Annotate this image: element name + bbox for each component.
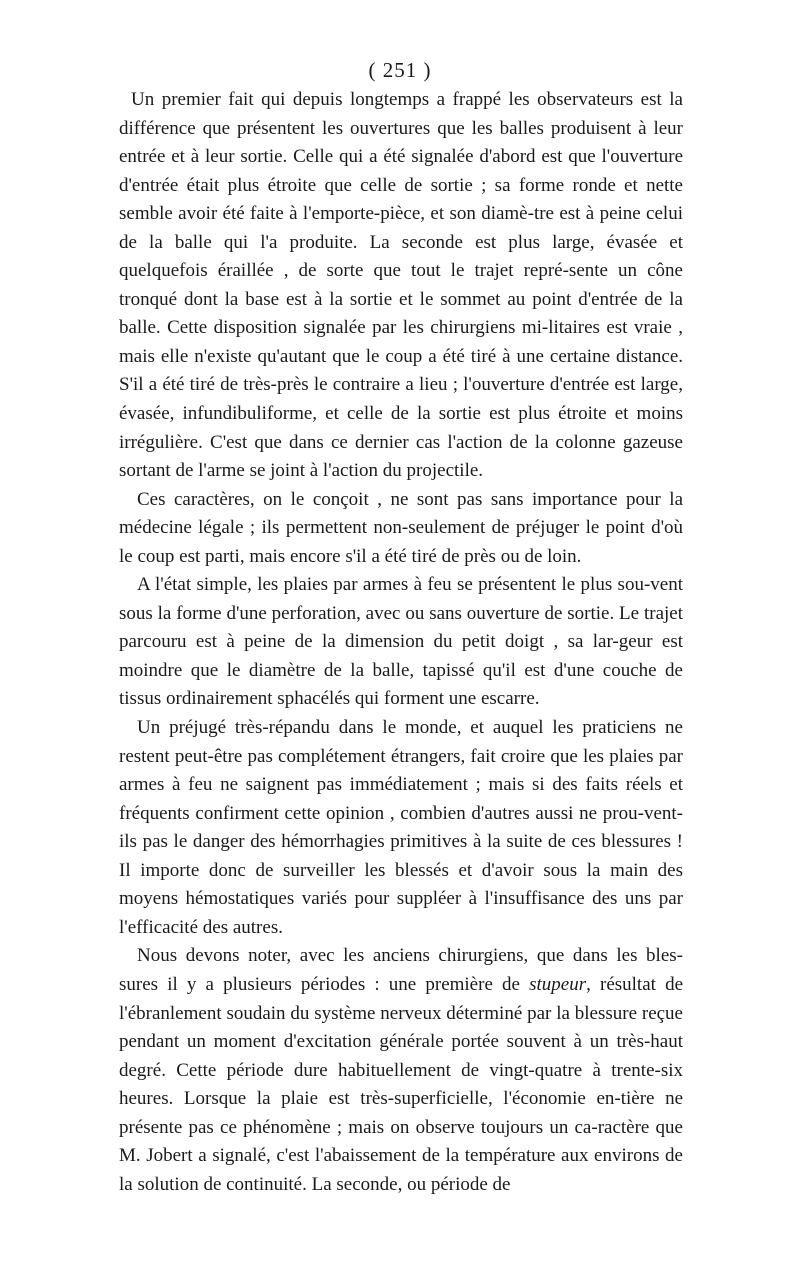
paragraph-5-start: Nous devons noter, avec les anciens chirurgiens, que dans les bles-sures il y a plusieurs périodes : une première de xyxy=(119,945,683,995)
paragraph-3: A l'état simple, les plaies par armes à feu se présentent le plus sou-vent sous la forme d'une perforation, avec ou sans ouverture de sortie. Le trajet parcouru est à peine de la dimension du petit doigt , sa lar-geur est moindre que le diamètre de la balle, tapissé qu'il est d'une couche de tissus ordinairement sphacélés qui forment une escarre. xyxy=(119,574,683,710)
paragraph-2: Ces caractères, on le conçoit , ne sont pas sans importance pour la médecine légale ; ils permettent non-seulement de préjuger le point d'où le coup est parti, mais encore s'il a été tiré de près ou de loin. xyxy=(119,488,683,567)
emphasis-stupeur: stupeur xyxy=(529,973,587,995)
paragraph-5 xyxy=(119,942,683,1199)
paragraph-4: Un préjugé très-répandu dans le monde, et auquel les praticiens ne restent peut-être pas complétement étrangers, fait croire que les plaies par armes à feu ne saignent pas immédiatement ; mais si des faits réels et fréquents confirment cette opinion , combien d'autres aussi ne prou-vent-ils pas le danger des hémorrhagies primitives à la suite de ces blessures ! Il importe donc de surveiller les blessés et d'avoir sous la main des moyens hémostatiques variés pour suppléer à l'insuffisance des uns par l'efficacité des autres. xyxy=(119,717,683,938)
paragraph-5-end: , résultat de l'ébranlement soudain du système nerveux déterminé par la blessure reçue pendant un moment d'excitation générale portée souvent à un très-haut degré. Cette période dure habituellement de vingt-quatre à trente-six heures. Lorsque la plaie est très-superficielle, l'économie en-tière ne présente pas ce phénomène ; mais on observe toujours un ca-ractère que M. Jobert a signalé, c'est l'abaissement de la température aux environs de la solution de continuité. La seconde, ou période de xyxy=(119,973,684,1195)
body-text xyxy=(119,86,683,1199)
page-number: ( 251 ) xyxy=(368,58,432,82)
paragraph-1: Un premier fait qui depuis longtemps a frappé les observateurs est la différence que présentent les ouvertures que les balles produisent à leur entrée et à leur sortie. Celle qui a été signalée d'abord est que l'ouverture d'entrée était plus étroite que celle de sortie ; sa forme ronde et nette semble avoir été faite à l'emporte-pièce, et son diamè-tre est à peine celui de la balle qui l'a produite. La seconde est plus large, évasée et quelquefois éraillée , de sorte que tout le trajet repré-sente un cône tronqué dont la base est à la sortie et le sommet au point d'entrée de la balle. Cette disposition signalée par les chirurgiens mi-litaires est vraie , mais elle n'existe qu'autant que le coup a été tiré à une certaine distance. S'il a été tiré de très-près le contraire a lieu ; l'ouverture d'entrée est large, évasée, infundibuliforme, et celle de la sortie est plus étroite et moins irrégulière. C'est que dans ce dernier cas l'action de la colonne gazeuse sortant de l'arme se joint à l'action du projectile. xyxy=(119,89,683,482)
